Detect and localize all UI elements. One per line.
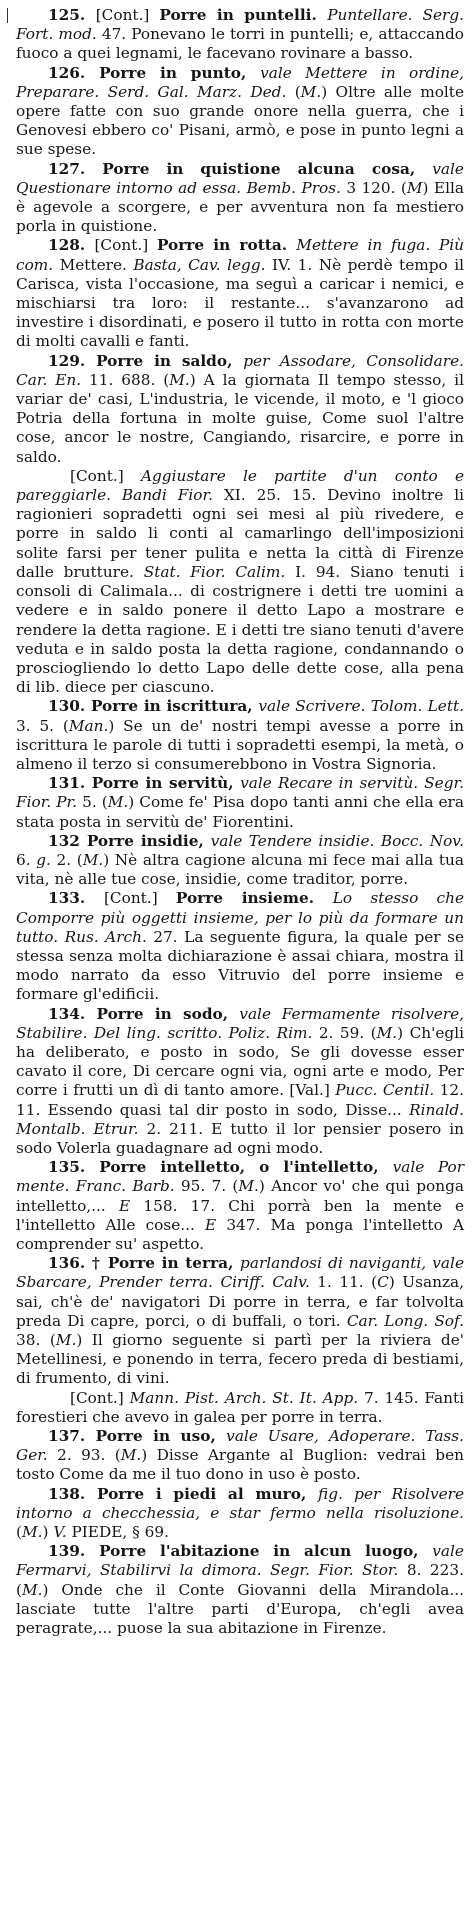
- entry-italic-text: vale Recare in servitù. Segr. Fior. Pr.: [16, 774, 464, 812]
- entry-headword: 135. Porre intelletto, o l'intelletto,: [48, 1158, 393, 1177]
- entry-italic-text: V.: [53, 1523, 72, 1542]
- entry-italic-text: Car. Long. Sof.: [346, 1311, 464, 1330]
- entry-italic-text: Mettere in fuga. Più com.: [16, 236, 465, 274]
- dictionary-entry-129: [16, 352, 464, 467]
- entry-headword: 127. Porre in quistione alcuna cosa,: [48, 159, 433, 178]
- entry-headword: 128.: [48, 236, 95, 255]
- entry-headword: Porre in rotta.: [156, 236, 297, 255]
- dictionary-entry-136-cont: [16, 1389, 464, 1427]
- entry-text: ) Come fe' Pisa dopo tanti anni che ella era stata posta in servitù de' Fiorentini.: [16, 793, 464, 831]
- entry-italic-text: M.: [21, 1580, 43, 1599]
- entry-text: 2. 93. (: [57, 1446, 121, 1465]
- entry-text: 95. 7. (: [180, 1177, 239, 1196]
- entry-headword: Porre insieme.: [175, 889, 333, 908]
- entry-headword: 125.: [48, 6, 96, 24]
- entry-text: [Cont.]: [70, 466, 141, 485]
- entry-italic-text: vale Mettere in ordine, Preparare. Serd. Gal. Marz. Ded.: [16, 63, 464, 101]
- entry-italic-text: Pucc. Centil.: [335, 1081, 440, 1100]
- entry-text: ) Il giorno seguente si partì per la riviera de' Metellinesi, e ponendo in terra, fecero preda di bestiami, di frumento, di vini.: [16, 1331, 464, 1388]
- entry-text: (: [16, 1523, 22, 1542]
- entry-italic-text: E: [118, 1196, 144, 1215]
- entry-italic-text: parlandosi di naviganti, vale Sbarcare, Prender terra. Ciriff. Calv.: [16, 1254, 464, 1292]
- entry-text: ) Nè altra cagione alcuna mi fece mai alla tua vita, nè alle tue cose, insidie, come traditor, porre.: [16, 850, 464, 889]
- entry-text: Mettere.: [59, 255, 134, 274]
- entry-text: ) A la giornata Il tempo stesso, il variar de' casi, L'industria, le vicende, il moto, e 'l gioco Potria della fortuna in molte guise, Come suol l'altre cose, ancor le nostre, Cangiando, risarcire, e porre in saldo.: [16, 370, 464, 466]
- entry-text: ) Se un de' nostri tempi avesse a porre in iscrittura le parole di tutti i sopradetti esempi, la metà, o almeno il terzo si consumerebbono in Vostra Signoria.: [16, 716, 464, 773]
- entry-italic-text: fig. per Risolvere intorno a checchessia, e star fermo nella risoluzione.: [16, 1484, 465, 1522]
- entry-italic-text: Man.: [68, 716, 109, 735]
- entry-italic-text: C: [377, 1273, 389, 1292]
- dictionary-entry-126: [16, 64, 464, 160]
- entry-italic-text: M: [406, 178, 423, 197]
- entry-text: 2. (: [56, 850, 83, 869]
- entry-text: 11. 688. (: [89, 370, 170, 389]
- entry-italic-text: E: [205, 1215, 227, 1234]
- entry-italic-text: vale Tendere insidie. Bocc. Nov.: [210, 831, 464, 850]
- entry-text: IV. 1. Nè perdè tempo il Carisca, vista l'occasione, ma seguì a caricar i nemici, e mischiarsi tra loro: il restante... s'avanzarono ad investire i disordinati, e posero il tutto in rotta con morte di molti cavalli e fanti.: [16, 255, 464, 351]
- dictionary-entry-127: [16, 160, 464, 237]
- dictionary-entry-138: [16, 1485, 464, 1543]
- entry-italic-text: vale Por mente. Franc. Barb.: [16, 1158, 465, 1196]
- entry-italic-text: M.: [300, 82, 322, 101]
- entry-text: 12. 11. Essendo quasi tal dir posto in sodo, Disse...: [16, 1081, 464, 1119]
- entry-text: (: [294, 82, 301, 101]
- entry-headword: 129. Porre in saldo,: [48, 351, 244, 370]
- entry-italic-text: M.: [169, 370, 190, 389]
- dictionary-entry-132: [16, 832, 464, 890]
- entry-italic-text: Puntellare. Serg. Fort. mod.: [16, 6, 464, 44]
- dictionary-entry-128: [16, 236, 464, 351]
- entry-text: PIEDE, § 69.: [71, 1523, 169, 1542]
- entry-text: 158. 17. Chi porrà ben la mente e l'intelletto Alle cose...: [16, 1196, 464, 1234]
- entry-text: 6.: [16, 850, 37, 869]
- dictionary-entry-137: [16, 1427, 464, 1485]
- entry-headword: 133.: [48, 889, 104, 908]
- dictionary-entry-135: [16, 1158, 464, 1254]
- entry-text: XI. 25. 15. Devino inoltre li ragionieri sopradetti ogni sei mesi al più rivedere, e porre in saldo li conti al camarlingo dell'imposizioni solite farsi per tener pulita e netta la città di Firenze dalle brutture.: [16, 486, 464, 581]
- entry-italic-text: Basta, Cav. legg.: [133, 255, 272, 274]
- entry-italic-text: vale Scrivere. Tolom. Lett.: [258, 697, 465, 716]
- entry-text: [Cont.]: [70, 1388, 130, 1407]
- entry-headword: 130. Porre in iscrittura,: [48, 697, 259, 716]
- entry-italic-text: Mann. Pist. Arch. St. It. App.: [129, 1388, 364, 1407]
- entry-italic-text: vale Fermamente risolvere, Stabilire. Del ling. scritto. Poliz. Rim.: [16, 1004, 464, 1042]
- entry-text: 5. (: [82, 793, 108, 812]
- dictionary-entry-139: [16, 1542, 464, 1638]
- dictionary-entry-134: [16, 1005, 464, 1159]
- entry-text: I. 94. Siano tenuti i consoli di Calimala... di costrignere i detti tre uomini a vedere e in saldo ponere il detto Lapo a mostrare e rendere la detta ragione. E i detti tre siano tenuti d'avere veduta e in saldo posta la detta ragione, condannando o prosciogliendo lo detto Lapo delle dette cose, alla pena di lib. diece per ciascuno.: [16, 562, 464, 697]
- dictionary-entry-133: [16, 889, 464, 1004]
- entry-text: ) Disse Argante al Buglion: vedrai ben tosto Come da me il tuo dono in uso è posto.: [16, 1446, 464, 1484]
- entry-text: ) Ch'egli ha deliberato, e posto in sodo, Se gli dovesse esser cavato il core, Di cercare ogni via, ogni arte e modo, Per corre i frutti un dì di tanto amore. [Val.]: [16, 1023, 464, 1100]
- entry-headword: 126. Porre in punto,: [48, 63, 261, 82]
- entry-headword: 138. Porre i piedi al muro,: [48, 1484, 319, 1503]
- dictionary-entry-136: [16, 1254, 464, 1388]
- entry-text: 3 120. (: [346, 178, 407, 197]
- dictionary-entry-131: [16, 774, 464, 832]
- entry-italic-text: vale Fermarvi, Stabilirvi la dimora. Segr. Fior. Stor.: [16, 1542, 464, 1580]
- entry-text: [Cont.]: [103, 889, 176, 908]
- entry-text: ) Ella è agevole a scorgere, e per avventura non fa mestiero porla in quistione.: [16, 178, 464, 236]
- entry-headword: 136. † Porre in terra,: [48, 1254, 241, 1273]
- entry-text: ) Ancor vo' che qui ponga intelletto,...: [16, 1177, 464, 1215]
- entry-text: 347. Ma ponga l'intelletto A comprender su' aspetto.: [16, 1215, 464, 1253]
- entry-italic-text: Lo stesso che Comporre più oggetti insieme, per lo più da formare un tutto. Rus. Arch.: [16, 889, 464, 946]
- entry-text: 1. 11. (: [317, 1273, 378, 1292]
- entry-text: ) Onde che il Conte Giovanni della Mirandola... lasciate tutte l'altre parti d'Europa, ch'egli avea peragrate,... puose la sua abitazione in Firenze.: [16, 1580, 464, 1638]
- entry-italic-text: M.: [107, 793, 129, 812]
- entry-headword: 137. Porre in uso,: [48, 1427, 227, 1446]
- entry-headword: 139. Porre l'abitazione in alcun luogo,: [48, 1542, 433, 1561]
- entry-text: [Cont.]: [95, 6, 160, 24]
- entry-text: 7. 145. Fanti forestieri che avevo in galea per porre in terra.: [16, 1388, 465, 1426]
- margin-rule: [7, 8, 8, 23]
- entry-text: 3. 5. (: [16, 716, 69, 735]
- entry-headword: 134. Porre in sodo,: [48, 1004, 240, 1023]
- entry-italic-text: M.: [82, 850, 104, 869]
- entry-italic-text: vale Questionare intorno ad essa. Bemb. Pros.: [16, 159, 464, 197]
- entry-text: 47. Ponevano le torri in puntelli; e, attaccando fuoco a quei legnami, le facevano rovinare a basso.: [16, 25, 464, 63]
- dictionary-entry-125: [16, 6, 464, 64]
- dictionary-column: [16, 6, 464, 1638]
- entry-italic-text: Stat. Fior. Calim.: [143, 562, 296, 581]
- entry-headword: 131. Porre in servitù,: [48, 774, 241, 793]
- entry-italic-text: M.: [238, 1177, 259, 1196]
- entry-text: 8. 223. (: [16, 1561, 464, 1599]
- entry-text: ) Oltre alle molte opere fatte con suo grande onore nella guerra, che i Genovesi ebbero co' Pisani, armò, e pose in punto legni a sue spese.: [16, 82, 465, 159]
- entry-text: ): [42, 1523, 54, 1542]
- entry-text: 27. La seguente figura, la quale per se stessa senza molta dichiarazione è assai chiara, mostra il modo narrato da esso Vitruvio del porre insieme e formare gl'edificii.: [16, 927, 465, 1004]
- entry-text: ) Usanza, sai, ch'è de' navigatori Di porre in terra, e far tolvolta preda Di capre, porci, o di buffali, o tori.: [16, 1273, 464, 1330]
- entry-italic-text: Rinald. Montalb. Etrur.: [16, 1100, 464, 1138]
- entry-text: 38. (: [16, 1331, 56, 1350]
- entry-headword: Porre in puntelli.: [159, 6, 328, 24]
- entry-italic-text: Aggiustare le partite d'un conto e pareggiarle. Bandi Fior.: [16, 466, 464, 505]
- entry-italic-text: M.: [120, 1446, 142, 1465]
- entry-italic-text: per Assodare, Consolidare. Car. En.: [16, 351, 464, 389]
- entry-text: 2. 59. (: [318, 1023, 377, 1042]
- entry-italic-text: vale Usare, Adoperare. Tass. Ger.: [16, 1427, 464, 1465]
- entry-text: 2. 211. E tutto il lor pensier posero in sodo Volerla guadagnare ad ogni modo.: [16, 1119, 464, 1157]
- entry-text: [Cont.]: [94, 236, 157, 255]
- entry-italic-text: M.: [21, 1523, 43, 1542]
- entry-italic-text: M.: [376, 1023, 398, 1042]
- entry-italic-text: M.: [55, 1331, 77, 1350]
- entry-italic-text: g.: [36, 850, 57, 869]
- dictionary-entry-130: [16, 697, 464, 774]
- entry-headword: 132 Porre insidie,: [48, 831, 211, 850]
- dictionary-entry-129-cont: [16, 467, 464, 697]
